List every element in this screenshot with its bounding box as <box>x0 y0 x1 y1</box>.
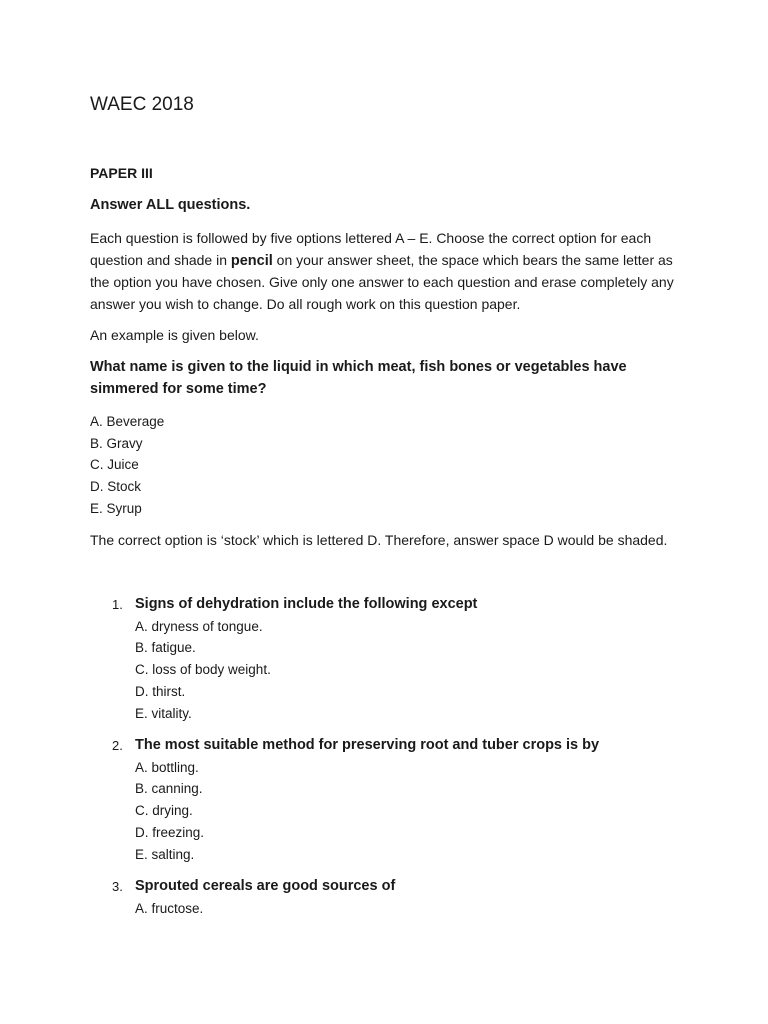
question-stem: Signs of dehydration include the following except <box>135 596 478 612</box>
example-option: E. Syrup <box>90 500 142 516</box>
question-option: C. drying. <box>135 803 193 819</box>
question-number: 2. <box>112 738 123 753</box>
question-option: A. fructose. <box>135 900 204 916</box>
instructions-text-bold: pencil <box>230 252 273 269</box>
question-option: B. canning. <box>135 781 203 797</box>
question-option: D. freezing. <box>135 824 205 840</box>
example-option: D. Stock <box>90 479 142 495</box>
example-option: C. Juice <box>90 457 139 473</box>
example-intro: An example is given below. <box>90 327 259 343</box>
answer-all-heading: Answer ALL questions. <box>90 197 251 213</box>
question-stem: The most suitable method for preserving root and tuber crops is by <box>135 737 600 753</box>
question-number: 3. <box>112 879 123 894</box>
instructions-text-pre: Each question is followed by five options lettered A – E. Choose the correct option for each question and shade in <box>90 230 652 268</box>
question-option: B. fatigue. <box>135 640 196 656</box>
question-stem: Sprouted cereals are good sources of <box>135 878 396 894</box>
question-option: E. salting. <box>135 846 195 862</box>
example-answer: The correct option is ‘stock’ which is lettered D. Therefore, answer space D would be shaded. <box>90 532 668 548</box>
question-option: C. loss of body weight. <box>135 662 271 678</box>
question-options <box>135 898 203 920</box>
question-options <box>135 757 204 866</box>
paper-label: PAPER III <box>90 165 153 181</box>
instructions-text-post: on your answer sheet, the space which bears the same letter as the option you have chosen. Give only one answer to each question and erase completely any answer you wish to change. Do all rough work on this question paper. <box>90 251 674 313</box>
question-option: A. bottling. <box>135 759 199 775</box>
question-option: A. dryness of tongue. <box>135 618 263 634</box>
question-options <box>135 616 271 725</box>
question-option: E. vitality. <box>135 705 192 721</box>
document-title: WAEC 2018 <box>90 94 194 115</box>
question-option: D. thirst. <box>135 683 186 699</box>
example-option: B. Gravy <box>90 435 143 451</box>
example-options <box>90 411 164 520</box>
instructions-paragraph <box>90 228 680 316</box>
example-question: What name is given to the liquid in which meat, fish bones or vegetables have simmered for some time? <box>90 359 627 397</box>
question-number: 1. <box>112 597 123 612</box>
example-option: A. Beverage <box>90 414 165 429</box>
